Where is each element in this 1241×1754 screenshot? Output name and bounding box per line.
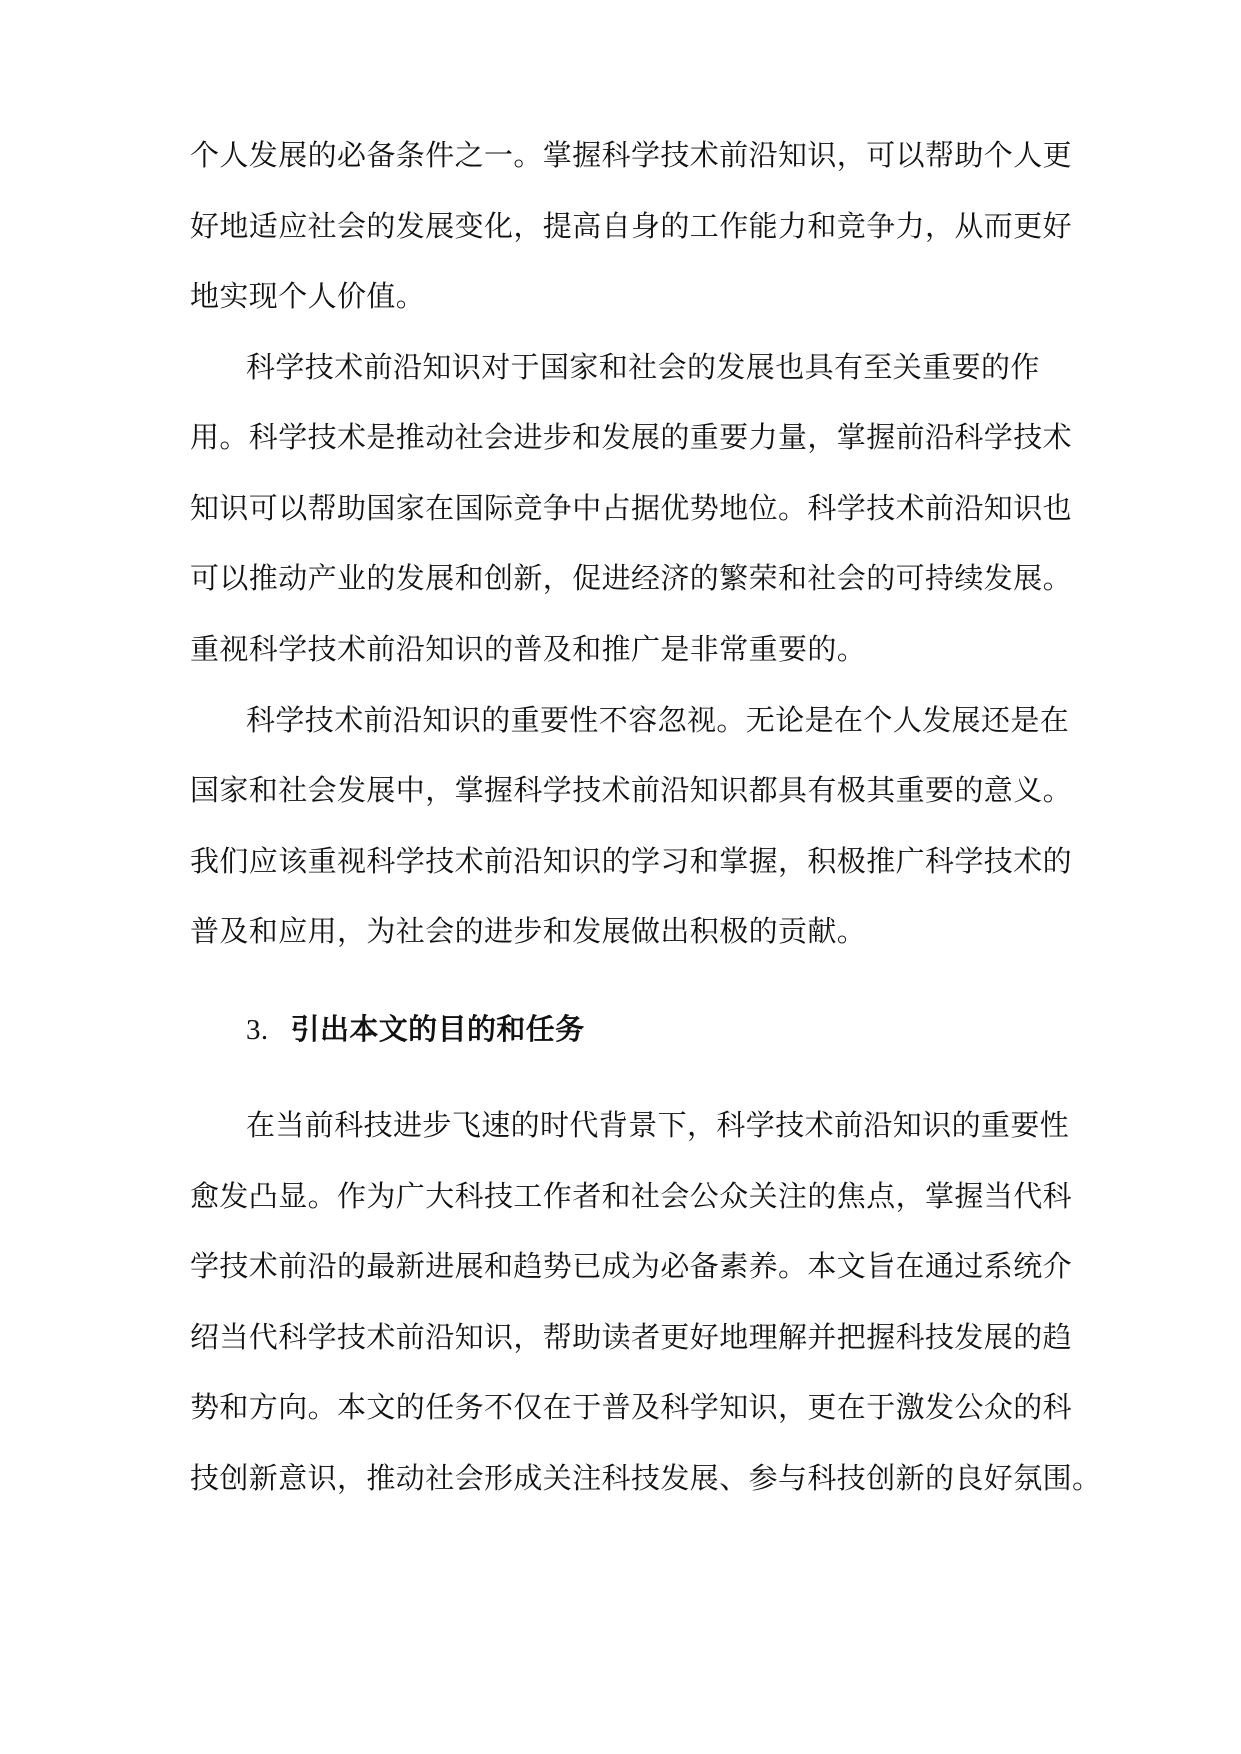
paragraph-2-line-5: 重视科学技术前沿知识的普及和推广是非常重要的。: [190, 632, 867, 666]
paragraph-4-line-6: 技创新意识，推动社会形成关注科技发展、参与科技创新的良好氛围。: [190, 1461, 1102, 1495]
paragraph-3-line-2: 国家和社会发展中，掌握科学技术前沿知识都具有极其重要的意义。: [190, 773, 1073, 807]
paragraph-2-line-1: 科学技术前沿知识对于国家和社会的发展也具有至关重要的作: [246, 350, 1040, 384]
paragraph-1-line-2: 好地适应社会的发展变化，提高自身的工作能力和竞争力，从而更好: [190, 209, 1073, 243]
paragraph-3-line-3: 我们应该重视科学技术前沿知识的学习和掌握，积极推广科学技术的: [190, 844, 1073, 878]
paragraph-4-line-4: 绍当代科学技术前沿知识，帮助读者更好地理解并把握科技发展的趋: [190, 1320, 1073, 1354]
section-title: 引出本文的目的和任务: [290, 1012, 585, 1046]
paragraph-1-line-3: 地实现个人价值。: [190, 279, 426, 313]
section-heading: [246, 1009, 585, 1049]
paragraph-4-line-2: 愈发凸显。作为广大科技工作者和社会公众关注的焦点，掌握当代科: [190, 1179, 1073, 1213]
paragraph-4-line-1: 在当前科技进步飞速的时代背景下，科学技术前沿知识的重要性: [246, 1108, 1070, 1142]
paragraph-1-line-1: 个人发展的必备条件之一。掌握科学技术前沿知识，可以帮助个人更: [190, 138, 1073, 172]
paragraph-4-line-3: 学技术前沿的最新进展和趋势已成为必备素养。本文旨在通过系统介: [190, 1249, 1073, 1283]
paragraph-4-line-5: 势和方向。本文的任务不仅在于普及科学知识，更在于激发公众的科: [190, 1390, 1073, 1424]
paragraph-3-line-1: 科学技术前沿知识的重要性不容忽视。无论是在个人发展还是在: [246, 703, 1070, 737]
paragraph-2-line-4: 可以推动产业的发展和创新，促进经济的繁荣和社会的可持续发展。: [190, 561, 1073, 595]
section-number: 3.: [246, 1014, 269, 1046]
paragraph-2-line-2: 用。科学技术是推动社会进步和发展的重要力量，掌握前沿科学技术: [190, 420, 1073, 454]
paragraph-2-line-3: 知识可以帮助国家在国际竞争中占据优势地位。科学技术前沿知识也: [190, 491, 1073, 525]
paragraph-3-line-4: 普及和应用，为社会的进步和发展做出积极的贡献。: [190, 914, 867, 948]
